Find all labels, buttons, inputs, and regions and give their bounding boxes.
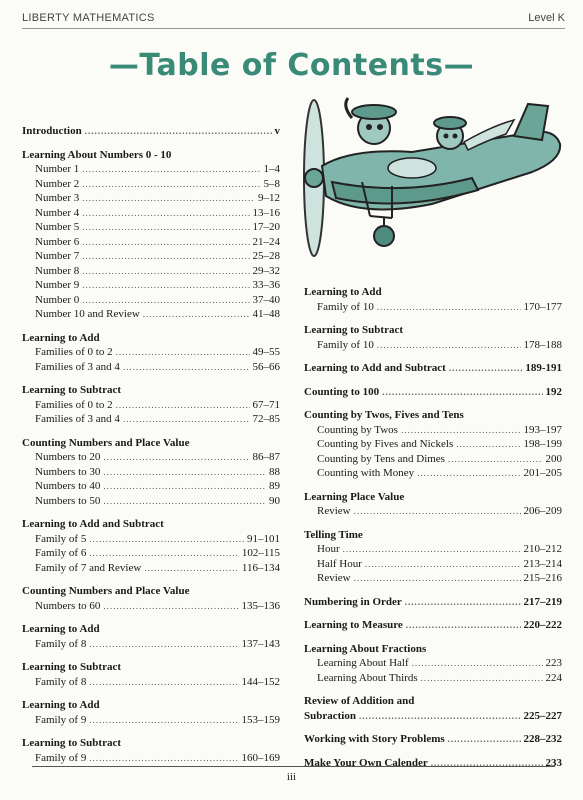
entry-label: Numbers to 50	[35, 494, 101, 507]
entry-label: Family of 10	[317, 338, 374, 351]
section-title: Learning Place Value	[304, 490, 405, 503]
entry-label: Families of 0 to 2	[35, 346, 113, 358]
toc-entry	[22, 675, 280, 690]
toc-entry	[22, 249, 280, 264]
entry-page: 193–197	[523, 423, 562, 436]
toc-section-heading	[22, 736, 280, 751]
toc-section-heading	[304, 642, 562, 657]
dot-leader	[377, 338, 521, 353]
dot-leader	[123, 412, 250, 427]
entry-page: 206–209	[523, 505, 562, 517]
dot-leader	[417, 466, 520, 481]
toc-section-heading	[22, 148, 280, 163]
toc-section-heading	[304, 285, 562, 300]
toc-section	[22, 736, 280, 765]
section-title: Introduction	[22, 125, 82, 137]
toc-section	[22, 331, 280, 375]
toc-entry	[22, 412, 280, 427]
toc-section-heading	[304, 385, 562, 400]
toc-section-heading	[304, 694, 562, 709]
toc-entry	[22, 264, 280, 279]
toc-section	[304, 490, 562, 519]
toc-section	[304, 709, 562, 724]
toc-entry	[22, 345, 280, 360]
entry-page: 88	[269, 465, 280, 478]
toc-entry	[22, 220, 280, 235]
entry-label: Family of 9	[35, 751, 87, 764]
toc-section	[304, 756, 562, 771]
dot-leader	[456, 437, 520, 452]
entry-label: Number 4	[35, 206, 80, 219]
dot-leader	[82, 278, 249, 293]
toc-section	[304, 642, 562, 686]
dot-leader	[448, 452, 543, 467]
entry-label: Numbers to 30	[35, 465, 101, 478]
section-title: Learning to Subtract	[22, 661, 121, 673]
toc-entry	[304, 338, 562, 353]
entry-page: 91–101	[247, 532, 280, 545]
entry-label: Hour	[317, 543, 340, 555]
toc-section	[304, 285, 562, 314]
section-title: Learning to Measure	[304, 619, 403, 631]
toc-section	[304, 694, 562, 709]
toc-entry	[304, 671, 562, 686]
entry-label: Learning About Thirds	[317, 671, 418, 684]
entry-page: 137–143	[241, 637, 280, 650]
footer-divider	[32, 766, 555, 767]
toc-section-heading	[22, 436, 280, 451]
toc-section-heading	[22, 660, 280, 675]
dot-leader	[89, 751, 238, 766]
toc-entry	[22, 637, 280, 652]
entry-page: 201–205	[523, 467, 562, 479]
entry-page: 13–16	[252, 206, 280, 219]
entry-page: 41–48	[252, 308, 280, 320]
entry-label: Counting by Twos	[317, 423, 398, 436]
section-page: 225–227	[523, 709, 562, 722]
toc-section-heading	[304, 709, 562, 724]
section-page: 189-191	[525, 362, 562, 374]
entry-page: 5–8	[263, 177, 280, 190]
dot-leader	[377, 300, 521, 315]
dot-leader	[82, 293, 249, 308]
entry-page: 210–212	[523, 543, 562, 555]
entry-label: Counting by Fives and Nickels	[317, 438, 454, 450]
section-title: Learning to Add	[304, 286, 382, 298]
dot-leader	[89, 532, 244, 547]
entry-label: Number 9	[35, 279, 80, 291]
entry-label: Numbers to 60	[35, 599, 101, 612]
dot-leader	[89, 546, 239, 561]
airplane-illustration	[292, 86, 574, 264]
entry-page: 72–85	[252, 413, 280, 425]
section-page: 217–219	[523, 595, 562, 608]
entry-label: Review	[317, 572, 351, 584]
entry-page: 102–115	[241, 547, 280, 559]
entry-page: 198–199	[523, 438, 562, 450]
dot-leader	[85, 124, 272, 139]
toc-section	[22, 517, 280, 575]
entry-label: Family of 10	[317, 300, 374, 313]
toc-section-heading	[22, 124, 280, 139]
dot-leader	[89, 675, 238, 690]
entry-label: Number 2	[35, 177, 80, 190]
section-page: 233	[545, 756, 562, 769]
toc-entry	[22, 751, 280, 766]
entry-page: 25–28	[252, 250, 280, 262]
toc-section	[304, 323, 562, 352]
toc-section	[304, 361, 562, 376]
entry-page: 1–4	[263, 163, 280, 175]
toc-section-heading	[304, 528, 562, 543]
entry-page: 116–134	[241, 561, 280, 574]
level-label: Level K	[528, 12, 565, 24]
dot-leader	[103, 494, 266, 509]
toc-entry	[304, 452, 562, 467]
entry-page: 153–159	[241, 713, 280, 726]
toc-entry	[22, 532, 280, 547]
section-title: Review of Addition and	[304, 695, 415, 707]
toc-entry	[304, 300, 562, 315]
toc-entry	[22, 235, 280, 250]
toc-entry	[22, 479, 280, 494]
entry-page: 33–36	[252, 279, 280, 291]
dot-leader	[82, 177, 260, 192]
entry-page: 213–214	[523, 557, 562, 570]
entry-page: 215–216	[523, 572, 562, 584]
toc-section-heading	[304, 756, 562, 771]
entry-label: Counting with Money	[317, 467, 415, 479]
toc-entry	[22, 561, 280, 576]
entry-page: 90	[269, 494, 280, 507]
toc-section	[304, 408, 562, 481]
section-title: Subraction	[304, 709, 356, 722]
entry-label: Family of 7 and Review	[35, 561, 142, 574]
entry-label: Family of 8	[35, 637, 87, 650]
dot-leader	[89, 637, 238, 652]
section-title: Learning About Fractions	[304, 642, 427, 655]
entry-label: Number 1	[35, 163, 80, 175]
entry-page: 170–177	[523, 300, 562, 313]
dot-leader	[448, 732, 521, 747]
entry-label: Number 0	[35, 293, 80, 306]
dot-leader	[103, 450, 249, 465]
toc-section-heading	[304, 618, 562, 633]
entry-label: Numbers to 20	[35, 451, 101, 463]
entry-label: Number 8	[35, 264, 80, 277]
toc-entry	[22, 307, 280, 322]
toc-section	[304, 618, 562, 633]
section-title: Learning to Subtract	[22, 384, 121, 396]
entry-page: 200	[545, 452, 562, 465]
toc-entry	[304, 437, 562, 452]
dot-leader	[431, 756, 543, 771]
dot-leader	[382, 385, 542, 400]
dot-leader	[343, 542, 521, 557]
dot-leader	[103, 465, 266, 480]
entry-page: 223	[545, 657, 562, 669]
toc-entry	[22, 599, 280, 614]
section-title: Learning to Add	[22, 699, 100, 711]
section-title: Numbering in Order	[304, 595, 402, 608]
section-title: Learning to Subtract	[304, 324, 403, 336]
entry-label: Family of 9	[35, 713, 87, 726]
entry-page: 9–12	[258, 192, 280, 204]
dot-leader	[82, 235, 249, 250]
toc-section	[22, 622, 280, 651]
toc-section-heading	[304, 732, 562, 747]
toc-section	[22, 436, 280, 509]
toc-entry	[22, 360, 280, 375]
toc-entry	[22, 450, 280, 465]
page-title: —Table of Contents—	[108, 48, 475, 83]
toc-entry	[304, 542, 562, 557]
toc-section-heading	[22, 517, 280, 532]
toc-entry	[22, 398, 280, 413]
dot-leader	[143, 307, 250, 322]
entry-label: Family of 6	[35, 547, 87, 559]
dot-leader	[116, 398, 250, 413]
dot-leader	[354, 504, 521, 519]
section-title: Learning to Subtract	[22, 737, 121, 749]
page-header	[22, 10, 565, 29]
entry-label: Number 3	[35, 192, 80, 204]
section-page: 220–222	[523, 619, 562, 631]
entry-label: Families of 3 and 4	[35, 360, 120, 373]
entry-page: 178–188	[523, 338, 562, 351]
toc-entry	[22, 162, 280, 177]
entry-label: Numbers to 40	[35, 480, 101, 492]
entry-page: 29–32	[252, 264, 280, 277]
toc-section	[22, 698, 280, 727]
dot-leader	[359, 709, 521, 724]
entry-page: 89	[269, 480, 280, 492]
dot-leader	[82, 249, 249, 264]
toc-section-heading	[22, 331, 280, 346]
toc-section	[22, 383, 280, 427]
entry-label: Number 7	[35, 250, 80, 262]
toc-entry	[22, 494, 280, 509]
section-title: Counting to 100	[304, 385, 380, 398]
toc-entry	[304, 423, 562, 438]
toc-section-heading	[22, 383, 280, 398]
entry-page: 56–66	[252, 360, 280, 373]
toc-section-heading	[22, 622, 280, 637]
entry-label: Family of 8	[35, 675, 87, 688]
toc-entry	[22, 191, 280, 206]
entry-page: 67–71	[252, 398, 280, 411]
toc-entry	[304, 571, 562, 586]
dot-leader	[82, 206, 249, 221]
toc-entry	[22, 546, 280, 561]
toc-section-heading	[22, 584, 280, 599]
toc-entry	[22, 713, 280, 728]
entry-page: 37–40	[252, 293, 280, 306]
dot-leader	[116, 345, 250, 360]
section-title: Counting Numbers and Place Value	[22, 585, 190, 597]
dot-leader	[82, 264, 249, 279]
dot-leader	[401, 423, 521, 438]
series-name: LIBERTY MATHEMATICS	[22, 12, 155, 24]
toc-entry	[304, 656, 562, 671]
entry-label: Number 6	[35, 235, 80, 248]
entry-label: Counting by Tens and Dimes	[317, 452, 445, 465]
dot-leader	[449, 361, 523, 376]
toc-section	[22, 148, 280, 322]
dot-leader	[82, 162, 260, 177]
section-page: 228–232	[523, 733, 562, 745]
entry-page: 86–87	[252, 451, 280, 463]
dot-leader	[406, 618, 521, 633]
toc-entry	[22, 278, 280, 293]
entry-label: Number 10 and Review	[35, 308, 140, 320]
entry-label: Families of 0 to 2	[35, 398, 113, 411]
toc-section-heading	[304, 595, 562, 610]
section-title: Make Your Own Calender	[304, 756, 428, 769]
dot-leader	[103, 599, 238, 614]
toc-section-heading	[304, 361, 562, 376]
entry-label: Review	[317, 505, 351, 517]
entry-page: 144–152	[241, 675, 280, 688]
toc-entry	[22, 206, 280, 221]
toc-entry	[22, 293, 280, 308]
dot-leader	[405, 595, 521, 610]
entry-page: 49–55	[252, 346, 280, 358]
entry-page: 21–24	[252, 235, 280, 248]
section-title: Telling Time	[304, 528, 363, 541]
toc-section	[22, 124, 280, 139]
entry-page: 135–136	[241, 599, 280, 612]
dot-leader	[103, 479, 266, 494]
toc-section	[304, 385, 562, 400]
entry-label: Family of 5	[35, 532, 87, 545]
dot-leader	[82, 191, 255, 206]
toc-entry	[304, 466, 562, 481]
toc-entry	[304, 504, 562, 519]
dot-leader	[144, 561, 239, 576]
toc-entry	[22, 177, 280, 192]
section-title: Working with Story Problems	[304, 733, 445, 745]
section-title: Learning to Add	[22, 331, 100, 344]
entry-page: 224	[545, 671, 562, 684]
toc-section-heading	[304, 323, 562, 338]
dot-leader	[412, 656, 543, 671]
entry-label: Half Hour	[317, 557, 362, 570]
entry-label: Families of 3 and 4	[35, 413, 120, 425]
entry-page: 17–20	[252, 221, 280, 233]
section-title: Learning to Add and Subtract	[22, 518, 164, 530]
toc-left-column	[22, 124, 280, 774]
section-page: 192	[545, 385, 562, 398]
toc-section	[304, 732, 562, 747]
section-title: Learning to Add	[22, 623, 100, 635]
section-title: Learning About Numbers 0 - 10	[22, 148, 172, 161]
entry-label: Learning About Half	[317, 657, 409, 669]
section-page: v	[274, 125, 280, 137]
toc-section	[22, 584, 280, 613]
section-title: Learning to Add and Subtract	[304, 362, 446, 374]
dot-leader	[82, 220, 249, 235]
section-title: Counting Numbers and Place Value	[22, 436, 190, 449]
toc-section	[22, 660, 280, 689]
dot-leader	[365, 557, 521, 572]
toc-section-heading	[22, 698, 280, 713]
toc-entry	[22, 465, 280, 480]
entry-label: Number 5	[35, 221, 80, 233]
dot-leader	[89, 713, 238, 728]
toc-section-heading	[304, 490, 562, 505]
toc-entry	[304, 557, 562, 572]
section-title: Counting by Twos, Fives and Tens	[304, 409, 464, 421]
toc-section	[304, 595, 562, 610]
entry-page: 160–169	[241, 751, 280, 764]
dot-leader	[354, 571, 521, 586]
toc-section-heading	[304, 408, 562, 423]
toc-right-column	[304, 285, 562, 779]
dot-leader	[123, 360, 250, 375]
toc-section	[304, 528, 562, 586]
dot-leader	[421, 671, 543, 686]
page-number: iii	[286, 771, 297, 783]
